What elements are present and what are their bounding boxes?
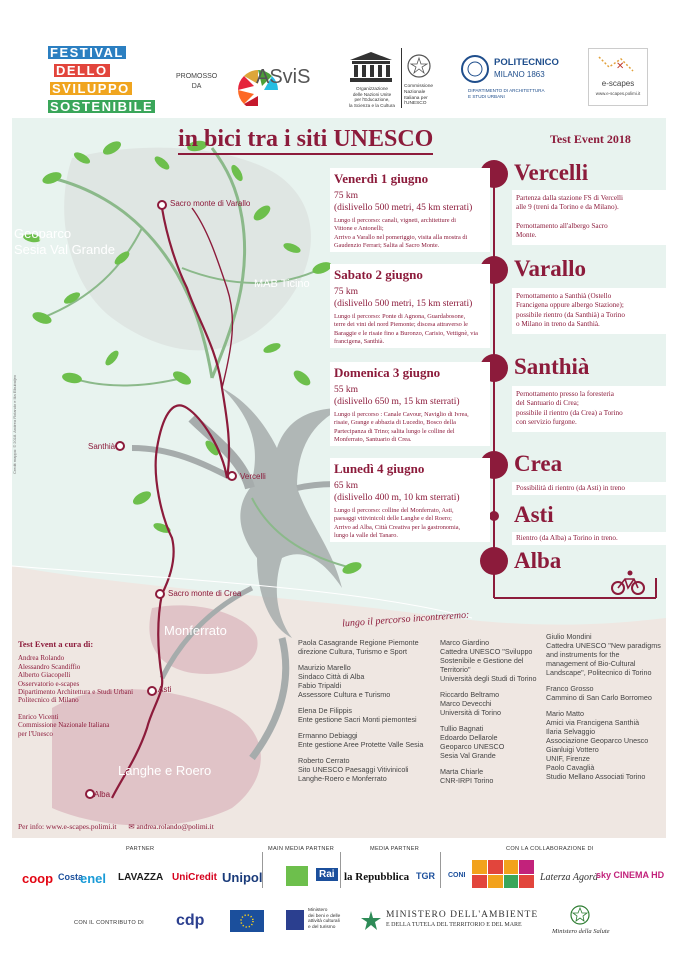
polimi-dept-line: E STUDI URBANI xyxy=(468,93,505,99)
credit-line: Geoparco UNESCO xyxy=(440,742,505,751)
day-block xyxy=(330,362,490,446)
day-km: 75 km xyxy=(334,287,359,297)
day-percorso-line: terre dei vini del nord Piemonte; discesa attraverso le xyxy=(334,321,468,329)
day-dislivello: (dislivello 500 metri, 45 km sterrati) xyxy=(334,203,473,213)
credit-line: Sesia Val Grande xyxy=(440,751,496,760)
polimi-dept xyxy=(468,88,545,100)
poster-map xyxy=(12,118,666,838)
day-block xyxy=(330,168,490,252)
divider xyxy=(340,852,341,888)
day-percorso-line: lungo la valle del Tanaro. xyxy=(334,532,398,540)
credit-line: Ente gestione Sacri Monti piemontesi xyxy=(298,715,417,724)
day-percorso-line: francigena, Santhià. xyxy=(334,338,385,346)
credit-line: Maurizio Marello xyxy=(298,663,351,672)
republic-emblem-icon xyxy=(568,904,592,926)
credit-line: Sito UNESCO Paesaggi Vitivinicoli xyxy=(298,765,409,774)
credit-line: Territorio" xyxy=(440,665,471,674)
credit-line: Associazione Geoparco Unesco xyxy=(546,736,649,745)
stop-info-line: con servizio furgone. xyxy=(516,418,577,427)
stop-info-line: del Santuario di Crea; xyxy=(516,399,579,408)
unesco-line: per l'Educazione, xyxy=(354,97,390,103)
stop-info xyxy=(512,532,666,545)
credits-column-2 xyxy=(440,638,544,785)
info-url[interactable]: Per info: www.e-scapes.polimi.it xyxy=(18,822,117,831)
stop-info xyxy=(512,386,666,432)
day-block xyxy=(330,458,490,542)
stop-info-line: alle 9 (treni da Torino e da Milano). xyxy=(516,203,619,212)
info-email[interactable]: andrea.rolando@polimi.it xyxy=(136,822,214,831)
credit-line: Franco Grosso xyxy=(546,684,594,693)
credit-line: Riccardo Beltramo xyxy=(440,690,500,699)
credit-line xyxy=(546,702,664,709)
curator-line: Alessandro Scandiffio xyxy=(18,662,81,671)
media-repubblica: la Repubblica xyxy=(344,871,410,883)
credit-line: Mario Matto xyxy=(546,709,584,718)
day-dislivello: (dislivello 650 m, 15 km sterrati) xyxy=(334,397,460,407)
day-percorso-line: Lungo il percorso: canali, vigneti, architetture di xyxy=(334,217,457,224)
unesco-logo xyxy=(346,50,396,84)
credit-line: management of Bio-Cultural xyxy=(546,659,636,668)
partner-lavazza: LAVAZZA xyxy=(118,872,164,883)
collab-coni: CONI xyxy=(448,872,466,879)
festival-line: DELLO xyxy=(56,63,108,78)
mab-ticino-label: MAB Ticino xyxy=(254,278,310,290)
footer xyxy=(0,838,678,958)
stop-info-line: Possibilità di rientro (da Asti) in treno xyxy=(516,484,625,492)
unesco-line: Organizzazione xyxy=(356,86,388,91)
credit-line: Giulio Mondini xyxy=(546,632,592,641)
credit-line: Paola Casagrande Regione Piemonte xyxy=(298,638,419,647)
escapes-logo xyxy=(588,48,648,106)
geoparco-line: Sesia Val Grande xyxy=(14,242,115,257)
escapes-url: www.e-scapes.polimi.it xyxy=(595,91,641,96)
day-title: Domenica 3 giugno xyxy=(334,365,441,380)
credit-line: Università degli Studi di Torino xyxy=(440,674,537,683)
curator-line: Dipartimento Architettura e Studi Urbani xyxy=(18,688,134,697)
mibact-line: attività culturali xyxy=(308,919,340,925)
stop-info xyxy=(512,288,666,334)
stop-city: Varallo xyxy=(514,256,586,281)
day-title: Lunedì 4 giugno xyxy=(334,461,425,476)
credit-line: Amici via Francigena Santhià xyxy=(546,718,640,727)
unesco-caption xyxy=(344,86,400,108)
curators-heading: Test Event a cura di: xyxy=(18,639,94,649)
map-place-vercelli: Vercelli xyxy=(240,472,266,481)
contributo-cdp: cdp xyxy=(176,912,205,929)
polimi-title: POLITECNICO xyxy=(494,57,559,68)
curator-line: Osservatorio e-scapes xyxy=(18,679,80,688)
day-percorso-line: Partecipanza di Trino; salita lungo le colline del xyxy=(334,427,455,435)
test-event-label: Test Event 2018 xyxy=(550,132,631,146)
stop-info-line: Pernottamento all'albergo Sacro xyxy=(516,221,608,230)
curator-line: Andrea Rolando xyxy=(18,654,65,663)
stop-city: Asti xyxy=(514,502,554,527)
credits-column-1 xyxy=(298,638,438,783)
day-percorso-line: Lungo il percorso : Canale Cavour, Naviglio di Ivrea, xyxy=(334,411,469,418)
media-label: MEDIA PARTNER xyxy=(370,846,420,852)
curators-block xyxy=(18,640,168,738)
credits-column-3 xyxy=(546,632,664,781)
mibact-line: Ministero xyxy=(308,908,328,913)
credit-line xyxy=(440,683,544,690)
credit-line: Marta Chiarle xyxy=(440,767,484,776)
day-percorso-line: Vittone e Antonelli; xyxy=(334,225,384,233)
credit-line: Cammino di San Carlo Borromeo xyxy=(546,693,652,702)
collab-sky-cinema: sky CINEMA HD xyxy=(596,870,665,880)
day-percorso-line: Monferrato, Santuario di Crea. xyxy=(334,436,412,444)
curator-line: per l'Unesco xyxy=(18,729,53,738)
credit-line: Elena De Filippis xyxy=(298,706,352,715)
poster-title: in bici tra i siti UNESCO xyxy=(178,126,433,155)
partner-unicredit: UniCredit xyxy=(172,872,217,883)
credit-line: Ermanno Debiaggi xyxy=(298,731,358,740)
mibact-logo-icon xyxy=(286,910,304,930)
unesco-line: la Scienza e la Cultura xyxy=(349,102,395,108)
day-percorso-line: Arrivo a Varallo nel pomeriggio, visita alla mostra di xyxy=(334,233,468,241)
stop-info-line: Rientro (da Alba) a Torino in treno. xyxy=(516,534,618,542)
commissione-caption xyxy=(404,84,433,107)
day-km: 55 km xyxy=(334,385,359,395)
stop-info-line: Pernottamento a Santhià (Ostello xyxy=(516,292,612,300)
stop-city: Crea xyxy=(514,451,563,476)
polimi-seal xyxy=(460,54,490,84)
credit-line xyxy=(298,749,438,756)
curator-line: Commissione Nazionale Italiana xyxy=(18,721,110,730)
stop-info-line: Francigena oppure albergo Stazione); xyxy=(516,301,624,310)
credit-line xyxy=(298,699,438,706)
italian-republic-emblem-icon xyxy=(406,52,432,82)
stop-info-line: Monte. xyxy=(516,231,537,240)
day-percorso-line: Baraggie e le risaie fino a Buronzo, Carisio, Vettignè, via xyxy=(334,329,478,337)
credit-line: Roberto Cerrato xyxy=(298,756,350,765)
credit-line: Assessore Cultura e Turismo xyxy=(298,690,391,699)
ministero-ambiente-icon xyxy=(360,910,382,932)
ministero-ambiente-title: MINISTERO DELL'AMBIENTE xyxy=(386,910,539,920)
polimi-sub: MILANO 1863 xyxy=(494,70,545,79)
credit-line: Cattedra UNESCO "Sviluppo xyxy=(440,647,533,656)
polimi-dept-line: DIPARTIMENTO DI ARCHITETTURA xyxy=(468,88,545,93)
region-langhe-roero: Langhe e Roero xyxy=(118,763,212,778)
credit-line xyxy=(440,717,544,724)
curator-line: Alberto Giacopelli xyxy=(18,671,71,680)
asvis-logo xyxy=(236,50,316,106)
partner-coop: coop xyxy=(22,871,54,886)
stop-info-line: possibile rientro (da Santhià) a Torino xyxy=(516,310,625,319)
day-km: 65 km xyxy=(334,481,359,491)
day-percorso-line: Arrivo ad Alba, Città Creativa per la gastronomia, xyxy=(334,523,461,531)
map-place-asti: Asti xyxy=(158,685,172,694)
credit-line xyxy=(298,724,438,731)
partner-unipol: Unipol xyxy=(222,870,263,885)
collab-laterza: Laterza Agorà xyxy=(540,872,598,883)
side-credit: Credit mappa: © 2018. Andrea Rolando e Ilia Elkubaijev xyxy=(12,374,17,474)
stop-city: Santhià xyxy=(514,354,590,379)
italy-emblem xyxy=(406,52,432,82)
partner-costa: Costa xyxy=(58,872,84,882)
mibact-line: dei beni e delle xyxy=(308,913,341,919)
credit-line: Langhe-Roero e Monferrato xyxy=(298,774,387,783)
ministero-ambiente-sub: E DELLA TUTELA DEL TERRITORIO E DEL MARE xyxy=(386,922,522,928)
collab-color-grid xyxy=(472,860,534,888)
credit-line: UNIF, Firenze xyxy=(546,754,590,763)
promosso-text: DA xyxy=(191,83,202,90)
promosso-label xyxy=(176,72,217,92)
day-percorso-line: paesaggi vitivinicoli delle Langhe e del Roero; xyxy=(334,515,452,523)
day-percorso-line: Lungo il percorso: colline del Monferrato, Asti, xyxy=(334,507,454,514)
map-place-sacro-crea: Sacro monte di Crea xyxy=(168,589,242,598)
credit-line xyxy=(298,656,438,663)
map-place-sacro-varallo: Sacro monte di Varallo xyxy=(170,199,251,208)
stop-info-line: o Milano in treno da Santhià. xyxy=(516,320,600,329)
divider xyxy=(401,48,402,108)
day-title: Sabato 2 giugno xyxy=(334,267,423,282)
unesco-temple-icon xyxy=(346,50,396,84)
credit-line: Marco Giardino xyxy=(440,638,490,647)
stop-city: Alba xyxy=(514,548,562,573)
commissione-line: l'UNESCO xyxy=(404,101,427,107)
divider xyxy=(440,852,441,888)
curator-line: Enrico Vicenti xyxy=(18,712,59,721)
day-dislivello: (dislivello 500 metri, 15 km sterrati) xyxy=(334,299,473,309)
day-percorso-line: Gaudenzio Ferrari; Salita al Sacro Monte. xyxy=(334,242,440,250)
geoparco-label xyxy=(14,226,115,258)
credit-line: Cattedra UNESCO "New paradigms xyxy=(546,641,661,650)
credit-line: Università di Torino xyxy=(440,708,501,717)
main-media-label: MAIN MEDIA PARTNER xyxy=(268,846,335,852)
credit-line: Studio Mellano Associati Torino xyxy=(546,772,646,781)
mail-icon: ✉ xyxy=(128,822,135,831)
escapes-mark-icon xyxy=(589,49,647,79)
stop-info-line: Partenza dalla stazione FS di Vercelli xyxy=(516,194,624,202)
day-title: Venerdì 1 giugno xyxy=(334,171,429,186)
info-line xyxy=(18,822,214,831)
credit-line: Paolo Cavaglià xyxy=(546,763,595,772)
credit-line: direzione Cultura, Turismo e Sport xyxy=(298,647,408,656)
credit-line: Sostenibile e Gestione del xyxy=(440,656,524,665)
credit-line: CNR-IRPI Torino xyxy=(440,776,494,785)
festival-line: SOSTENIBILE xyxy=(50,99,154,114)
credit-line: Marco Devecchi xyxy=(440,699,492,708)
festival-line: FESTIVAL xyxy=(50,45,124,60)
credit-line xyxy=(440,760,544,767)
credit-line: Ente gestione Aree Protette Valle Sesia xyxy=(298,740,424,749)
credit-line: and instruments for the xyxy=(546,650,620,659)
ministero-salute: Ministero della Salute xyxy=(552,928,610,935)
stop-city: Vercelli xyxy=(514,160,589,185)
credit-line: Fabio Tripaldi xyxy=(298,681,342,690)
media-rai: Rai xyxy=(316,868,338,881)
main-media-logo xyxy=(286,866,308,886)
credit-line: Ilaria Selvaggio xyxy=(546,727,596,736)
partner-enel: enel xyxy=(80,871,107,886)
credit-line: Landscape", Politecnico di Torino xyxy=(546,668,652,677)
escapes-text: e-scapes xyxy=(601,79,635,88)
contributo-label: CON IL CONTRIBUTO DI xyxy=(74,920,145,926)
stop-info-line: Pernottamento presso la foresteria xyxy=(516,390,614,398)
credit-line xyxy=(546,677,664,684)
commissione-line: Italiana per xyxy=(404,95,428,101)
stop-info xyxy=(512,190,666,245)
credit-line: Sindaco Città di Alba xyxy=(298,672,365,681)
eu-flag-icon xyxy=(230,910,264,932)
festival-line: SVILUPPO xyxy=(52,81,130,96)
stop-info-line: possibile il rientro (da Crea) a Torino xyxy=(516,408,623,417)
stop-info xyxy=(512,482,666,495)
asvis-text: ASviS xyxy=(256,66,311,88)
svg-text:✕: ✕ xyxy=(616,61,625,72)
day-block xyxy=(330,264,490,348)
mibact-caption xyxy=(308,908,340,930)
bicycle-icon xyxy=(610,570,646,596)
collab-label: CON LA COLLABORAZIONE DI xyxy=(506,846,594,852)
day-dislivello: (dislivello 400 m, 10 km sterrati) xyxy=(334,493,460,503)
media-tgr: TGR xyxy=(416,871,435,881)
map-place-santhia: Santhià xyxy=(88,442,116,451)
region-monferrato: Monferrato xyxy=(164,623,227,638)
polimi-seal-icon xyxy=(460,54,490,84)
unesco-line: delle Nazioni Unite xyxy=(352,91,392,97)
lungo-percorso-label: lungo il percorso incontreremo: xyxy=(341,609,470,630)
day-percorso-line: risaie, Grange e abbazia di Lucedio, Bosco della xyxy=(334,419,456,427)
credit-line: Gianluigi Vottero xyxy=(546,745,599,754)
header xyxy=(0,0,678,118)
curator-line: Politecnico di Milano xyxy=(18,696,79,705)
commissione-line: Commissione xyxy=(404,84,434,89)
promosso-text: PROMOSSO xyxy=(176,73,218,80)
commissione-line: Nazionale xyxy=(404,89,426,95)
day-percorso-line: Lungo il percorso: Ponte di Agnona, Guardabosone, xyxy=(334,313,466,320)
credit-line: Edoardo Dellarole xyxy=(440,733,498,742)
mibact-line: e del turismo xyxy=(308,924,336,930)
partner-label: PARTNER xyxy=(126,846,155,852)
map-place-alba: Alba xyxy=(94,790,111,799)
credit-line: Tullio Bagnati xyxy=(440,724,484,733)
geoparco-line: Geoparco xyxy=(14,226,72,241)
day-km: 75 km xyxy=(334,191,359,201)
